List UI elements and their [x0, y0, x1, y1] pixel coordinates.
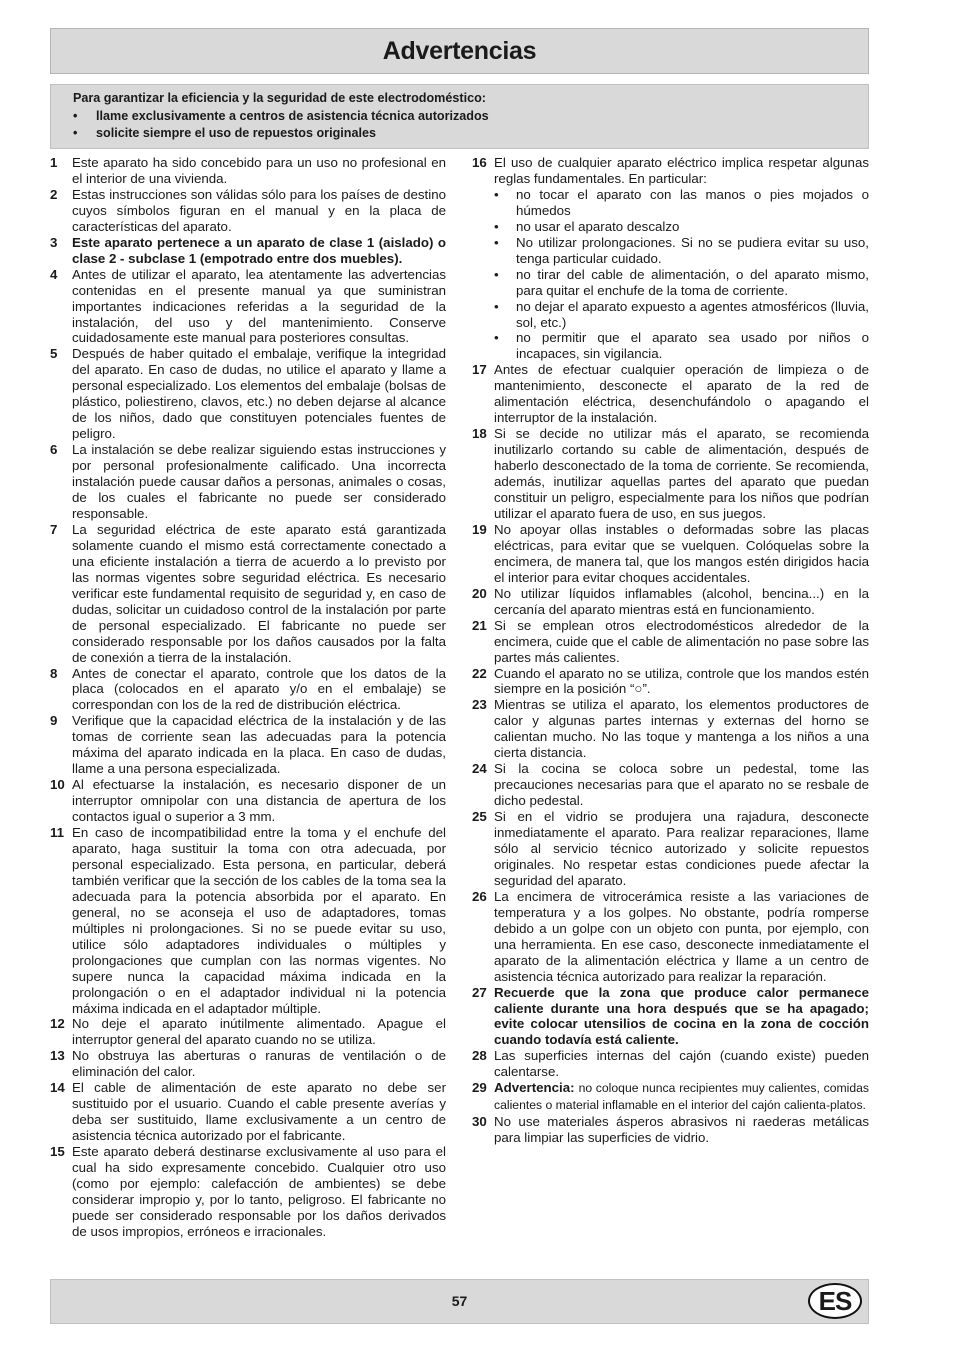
footer-bar: [50, 1279, 869, 1324]
bullet-icon: •: [494, 234, 499, 250]
item-text: Antes de conectar el aparato, controle que los datos de la placa (colocados en el aparato y/o en el embalaje) se correspondan con los de la red de distribución eléctrica.: [72, 665, 446, 713]
warning-item: [50, 666, 446, 714]
bullet-icon: •: [494, 298, 499, 314]
item-text: Verifique que la capacidad eléctrica de la instalación y de las tomas de corriente sean las adecuadas para la potencia máxima del aparato indicada en la placa. En caso de dudas, llame a una persona especializada.: [72, 713, 446, 777]
title-bar: [50, 28, 869, 74]
item-number: 1: [50, 155, 58, 170]
warning-item: [50, 1144, 446, 1240]
item-number: 11: [50, 825, 65, 841]
warning-item: [472, 697, 869, 761]
sub-bullet-item: [494, 219, 869, 235]
item-number: 7: [50, 521, 58, 537]
warning-item: [50, 1016, 446, 1048]
item-text: Al efectuarse la instalación, es necesario disponer de un interruptor omnipolar con una distancia de apertura de los contactos igual o superior a 3 mm.: [72, 777, 446, 825]
item-number: 14: [50, 1080, 65, 1096]
warning-item: [472, 522, 869, 586]
sub-bullet-item: [494, 267, 869, 299]
item-text: Si se decide no utilizar más el aparato, se recomienda inutilizarlo cortando su cable de alimentación, después de haberlo desconectado de la toma de corriente. Se recomienda, además, inutilizar aquellas partes del aparato que puedan constituir un peligro, especialmente para los niños que podrían utilizar el aparato fuera de uso, en sus juegos.: [494, 426, 869, 521]
sub-bullet-text: No utilizar prolongaciones. Si no se pudiera evitar su uso, tenga particular cuidado.: [516, 234, 869, 266]
warning-item: [472, 1114, 869, 1146]
sub-bullet-text: no permitir que el aparato sea usado por niños o incapaces, sin vigilancia.: [516, 330, 869, 362]
item-number: 25: [472, 809, 487, 825]
notice-bullet: [73, 125, 868, 143]
warning-item: [50, 713, 446, 777]
warning-item: [50, 1080, 446, 1144]
notice-intro: Para garantizar la eficiencia y la seguridad de este electrodoméstico:: [73, 91, 486, 105]
warning-item: [472, 666, 869, 698]
item-number: 13: [50, 1048, 65, 1064]
sub-bullet-item: [494, 187, 869, 219]
warning-item: [472, 618, 869, 666]
warning-item: [50, 267, 446, 347]
safety-notice-box: [50, 84, 869, 149]
sub-bullet-text: no tocar el aparato con las manos o pies mojados o húmedos: [516, 186, 869, 218]
item-text: Cuando el aparato no se utiliza, controle que los mandos estén siempre en la posición “○”.: [494, 665, 869, 697]
sub-bullet-item: [494, 330, 869, 362]
warning-item: [472, 889, 869, 985]
item-number: 6: [50, 442, 58, 458]
right-column: [472, 155, 869, 1146]
item-text: El cable de alimentación de este aparato no debe ser sustituido por el usuario. Cuando el cable presente averías y deba ser sustituido, llame exclusivamente a un centro de asistencia técnica autorizado por el fabricante.: [72, 1080, 446, 1144]
warning-item: [50, 155, 446, 187]
warning-item: [472, 362, 869, 426]
page-title: Advertencias: [382, 36, 537, 65]
item-text: No deje el aparato inútilmente alimentado. Apague el interruptor general del aparato cuando no se utiliza.: [72, 1016, 446, 1048]
page-number: 57: [451, 1293, 468, 1309]
item-text: Este aparato pertenece a un aparato de clase 1 (aislado) o clase 2 - subclase 1 (empotrado entre dos muebles).: [72, 234, 446, 266]
item-number: 15: [50, 1144, 65, 1160]
item-text: Antes de efectuar cualquier operación de limpieza o de mantenimiento, desconecte el aparato de la red de alimentación eléctrica, desenchufándolo o apagando el interruptor de la instalación.: [494, 362, 869, 426]
item-text: No use materiales ásperos abrasivos ni raederas metálicas para limpiar las superficies de vidrio.: [494, 1114, 869, 1146]
bullet-icon: •: [494, 330, 499, 346]
sub-bullet-text: no tirar del cable de alimentación, o del aparato mismo, para quitar el enchufe de la toma de corriente.: [516, 266, 869, 298]
bullet-icon: •: [494, 186, 499, 202]
item-text: La encimera de vitrocerámica resiste a las variaciones de temperatura y a los golpes. No obstante, podría romperse debido a un golpe con un objeto con punta, por ejemplo, con una herramienta. En ese caso, desconecte inmediatamente el aparato de la alimentación eléctrica y llame a un centro de asistencia técnica autorizado para realizar la reparación.: [494, 888, 869, 984]
warning-item: [50, 187, 446, 235]
warning-item: [472, 586, 869, 618]
item-number: 2: [50, 186, 58, 202]
item-number: 20: [472, 585, 487, 601]
bullet-icon: •: [494, 218, 499, 234]
warning-item: [50, 346, 446, 442]
warning-item: [472, 1048, 869, 1080]
item-number: 12: [50, 1016, 65, 1032]
item-text: Si la cocina se coloca sobre un pedestal, tome las precauciones necesarias para que el aparato no se resbale de dicho pedestal.: [494, 761, 869, 809]
item-number: 3: [50, 234, 58, 250]
warning-item: [472, 155, 869, 362]
warning-item: [50, 235, 446, 267]
item-text: Las superficies internas del cajón (cuando existe) pueden calentarse.: [494, 1048, 869, 1080]
item-text: Mientras se utiliza el aparato, los elementos productores de calor y algunas partes internas y externas del horno se calientan mucho. No las toque y mantenga a los niños a una cierta distancia.: [494, 697, 869, 761]
sub-bullet-text: no dejar el aparato expuesto a agentes atmosféricos (lluvia, sol, etc.): [516, 298, 869, 330]
item-text: Este aparato deberá destinarse exclusivamente al uso para el cual ha sido expresamente concebido. Cualquier otro uso (como por ejemplo: calefacción de ambientes) se debe considerar impropio y, por lo tanto, peligroso. El fabricante no puede ser considerado responsable por los daños derivados de usos impropios, erróneos e irracionales.: [72, 1144, 446, 1239]
item-number: 19: [472, 521, 487, 537]
item-text: No obstruya las aberturas o ranuras de ventilación o de eliminación del calor.: [72, 1048, 446, 1080]
sub-bullet-item: [494, 235, 869, 267]
item-text: Este aparato ha sido concebido para un uso no profesional en el interior de una vivienda.: [72, 155, 446, 186]
item-number: 24: [472, 761, 487, 777]
language-badge: ES: [808, 1283, 862, 1319]
item-number: 29: [472, 1080, 487, 1096]
warning-label: Advertencia:: [494, 1080, 575, 1096]
item-number: 23: [472, 697, 487, 713]
item-text: Antes de utilizar el aparato, lea atentamente las advertencias contenidas en el presente manual ya que suministran importantes indicaciones referidas a la seguridad de la instalación, del uso y del mantenimiento. Conserve cuidadosamente este manual para posteriores consultas.: [72, 266, 446, 346]
item-number: 5: [50, 346, 58, 362]
warning-item: [50, 522, 446, 666]
item-number: 10: [50, 777, 65, 793]
item-text: El uso de cualquier aparato eléctrico implica respetar algunas reglas fundamentales. En particular:: [494, 155, 869, 186]
item-number: 8: [50, 665, 58, 681]
sub-bullet-text: no usar el aparato descalzo: [516, 218, 680, 234]
item-number: 27: [472, 984, 487, 1000]
left-column: [50, 155, 446, 1240]
item-number: 18: [472, 426, 487, 442]
item-text: No utilizar líquidos inflamables (alcohol, bencina...) en la cercanía del aparato mientras está en funcionamiento.: [494, 585, 869, 617]
notice-bullet-text: solicite siempre el uso de repuestos originales: [96, 126, 376, 140]
warning-item: [472, 985, 869, 1049]
item-text: En caso de incompatibilidad entre la toma y el enchufe del aparato, haga sustituir la toma con otra adecuada, por personal especializado. Esta persona, en particular, deberá también verificar que la sección de los cables de la toma sea la adecuada para la potencia absorbida por el aparato. En general, no se aconseja el uso de adaptadores, tomas múltiples ni prolongaciones. Si no se puede evitar su uso, utilice sólo adaptadores individuales o múltiples y prolongaciones que cumplan con las normas vigentes. No supere nunca la capacidad máxima indicada en la prolongación o en el adaptador individual ni la potencia máxima indicada en el adaptador múltiple.: [72, 825, 446, 1016]
notice-bullet-text: llame exclusivamente a centros de asistencia técnica autorizados: [96, 108, 489, 123]
item-text: Estas instrucciones son válidas sólo para los países de destino cuyos símbolos figuran en el manual y en la placa de características del aparato.: [72, 186, 446, 234]
notice-bullet: [73, 108, 868, 126]
item-text: La seguridad eléctrica de este aparato está garantizada solamente cuando el mismo está correctamente conectado a una eficiente instalación a tierra de acuerdo a lo previsto por las normas vigentes sobre seguridad eléctrica. Es necesario verificar este fundamental requisito de seguridad y, en caso de dudas, solicitar un cuidadoso control de la instalación por parte de personal especializado. El fabricante no puede ser considerado responsable por los daños causados por la falta de conexión a tierra de la instalación.: [72, 521, 446, 665]
warning-item: [472, 761, 869, 809]
bullet-icon: •: [73, 108, 78, 123]
warning-item: [50, 825, 446, 1016]
item-number: 28: [472, 1048, 487, 1064]
bullet-icon: •: [73, 126, 78, 140]
item-text: Después de haber quitado el embalaje, verifique la integridad del aparato. En caso de dudas, no utilice el aparato y llame a personal especializado. Los elementos del embalaje (bolsas de plástico, poliestireno, clavos, etc.) no deben dejarse al alcance de los niños, dado que constituyen potenciales fuentes de peligro.: [72, 346, 446, 442]
item-text: Si en el vidrio se produjera una rajadura, desconecte inmediatamente el aparato. Para realizar reparaciones, llame sólo al servicio técnico autorizado y solicite repuestos originales. No respetar estas condiciones puede afectar la seguridad del aparato.: [494, 809, 869, 888]
item-number: 26: [472, 888, 487, 904]
item-number: 4: [50, 266, 58, 282]
warning-item: [472, 1080, 869, 1114]
item-text: no coloque nunca recipientes muy calientes, comidas calientes o material inflamable en el interior del cajón calienta-platos.: [494, 1081, 869, 1113]
item-text: La instalación se debe realizar siguiendo estas instrucciones y por personal profesionalmente calificado. Una incorrecta instalación puede causar daños a personas, animales o cosas, de los cuales el fabricante no puede ser considerado responsable.: [72, 442, 446, 521]
item-text: No apoyar ollas instables o deformadas sobre las placas eléctricas, para evitar que se vuelquen. Colóquelas sobre la encimera, de manera tal, que los mangos estén dirigidos hacia el interior para evitar choques accidentales.: [494, 521, 869, 585]
warning-item: [50, 442, 446, 522]
item-number: 30: [472, 1114, 487, 1130]
warning-item: [472, 809, 869, 889]
bullet-icon: •: [494, 266, 499, 282]
warning-item: [472, 426, 869, 522]
item-number: 21: [472, 617, 487, 633]
item-text: Recuerde que la zona que produce calor permanece caliente durante una hora después que se ha apagado; evite colocar utensilios de cocina en la zona de cocción cuando todavía está caliente.: [494, 984, 869, 1048]
warning-item: [50, 777, 446, 825]
warning-item: [50, 1048, 446, 1080]
sub-bullet-item: [494, 299, 869, 331]
item-number: 17: [472, 362, 487, 378]
item-text: Si se emplean otros electrodomésticos alrededor de la encimera, cuide que el cable de alimentación no pase sobre las partes más calientes.: [494, 617, 869, 665]
item-number: 9: [50, 713, 58, 729]
item-number: 16: [472, 155, 487, 170]
item-number: 22: [472, 665, 487, 681]
